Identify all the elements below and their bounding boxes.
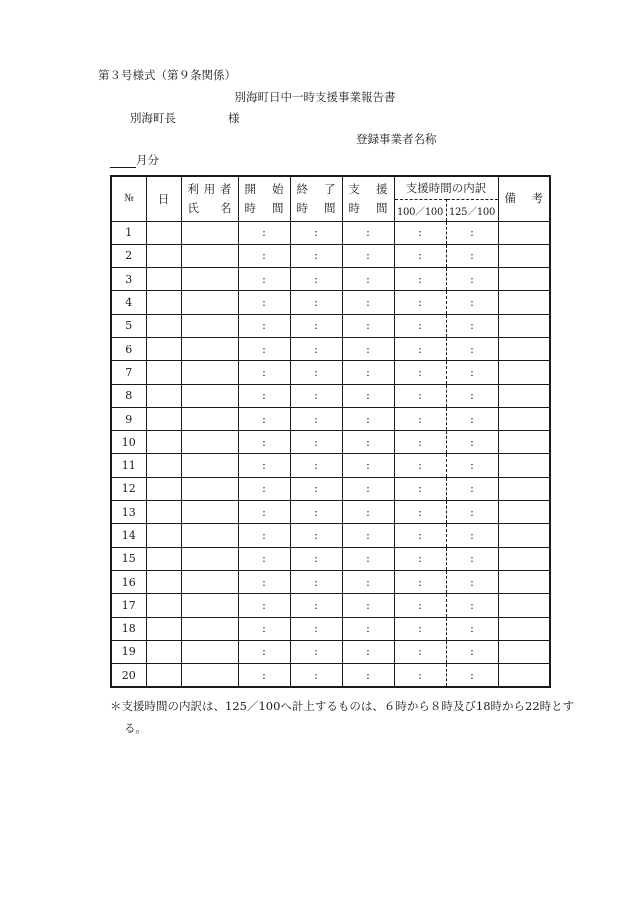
day-cell[interactable]	[146, 664, 181, 688]
user-name-cell[interactable]	[181, 361, 238, 384]
day-cell[interactable]	[146, 221, 181, 244]
rate-125-cell[interactable]: :	[446, 244, 498, 267]
row-number: 8	[111, 384, 146, 407]
end-time-cell[interactable]: :	[290, 314, 342, 337]
header-remarks: 備 考	[498, 176, 550, 221]
table-row	[111, 547, 550, 570]
rate-125-cell[interactable]: :	[446, 361, 498, 384]
header-start-time: 開 始 時 間	[238, 176, 290, 221]
user-name-cell[interactable]	[181, 268, 238, 291]
user-name-cell[interactable]	[181, 221, 238, 244]
start-time-cell[interactable]: :	[238, 594, 290, 617]
rate-125-cell[interactable]: :	[446, 570, 498, 593]
user-name-cell[interactable]	[181, 664, 238, 688]
day-cell[interactable]	[146, 570, 181, 593]
end-time-cell[interactable]: :	[290, 244, 342, 267]
rate-100-cell[interactable]: :	[394, 268, 446, 291]
support-time-cell[interactable]: :	[342, 314, 394, 337]
table-row	[111, 640, 550, 663]
row-number: 15	[111, 547, 146, 570]
rate-100-cell[interactable]: :	[394, 594, 446, 617]
table-row	[111, 291, 550, 314]
support-time-cell[interactable]: :	[342, 524, 394, 547]
start-time-cell[interactable]: :	[238, 337, 290, 360]
support-time-cell[interactable]: :	[342, 407, 394, 430]
start-time-cell[interactable]: :	[238, 361, 290, 384]
day-cell[interactable]	[146, 244, 181, 267]
support-time-cell[interactable]: :	[342, 291, 394, 314]
end-time-cell[interactable]: :	[290, 221, 342, 244]
addressee-name: 別海町長	[130, 111, 176, 125]
start-time-cell[interactable]: :	[238, 268, 290, 291]
table-row	[111, 501, 550, 524]
table-row	[111, 570, 550, 593]
remarks-cell[interactable]	[498, 384, 550, 407]
start-time-cell[interactable]: :	[238, 384, 290, 407]
rate-100-cell[interactable]: :	[394, 361, 446, 384]
end-time-cell[interactable]: :	[290, 477, 342, 500]
day-cell[interactable]	[146, 594, 181, 617]
row-number: 10	[111, 431, 146, 454]
table-row	[111, 314, 550, 337]
day-cell[interactable]	[146, 431, 181, 454]
row-number: 11	[111, 454, 146, 477]
row-number: 2	[111, 244, 146, 267]
rate-100-cell[interactable]: :	[394, 407, 446, 430]
end-time-cell[interactable]: :	[290, 524, 342, 547]
end-time-cell[interactable]: :	[290, 570, 342, 593]
user-name-cell[interactable]	[181, 384, 238, 407]
day-cell[interactable]	[146, 640, 181, 663]
table-row	[111, 594, 550, 617]
remarks-cell[interactable]	[498, 431, 550, 454]
header-rate-100: 100／100	[394, 199, 446, 221]
start-time-cell[interactable]: :	[238, 524, 290, 547]
remarks-cell[interactable]	[498, 594, 550, 617]
rate-125-cell[interactable]: :	[446, 594, 498, 617]
start-time-cell[interactable]: :	[238, 244, 290, 267]
day-cell[interactable]	[146, 501, 181, 524]
remarks-cell[interactable]	[498, 501, 550, 524]
user-name-cell[interactable]	[181, 314, 238, 337]
user-name-cell[interactable]	[181, 454, 238, 477]
rate-100-cell[interactable]: :	[394, 617, 446, 640]
start-time-cell[interactable]: :	[238, 640, 290, 663]
remarks-cell[interactable]	[498, 337, 550, 360]
header-rate-125: 125／100	[446, 199, 498, 221]
user-name-cell[interactable]	[181, 431, 238, 454]
table-row	[111, 664, 550, 688]
rate-125-cell[interactable]: :	[446, 337, 498, 360]
start-time-cell[interactable]: :	[238, 454, 290, 477]
rate-100-cell[interactable]: :	[394, 337, 446, 360]
remarks-cell[interactable]	[498, 570, 550, 593]
table-row	[111, 361, 550, 384]
rate-100-cell[interactable]: :	[394, 454, 446, 477]
user-name-cell[interactable]	[181, 477, 238, 500]
addressee	[130, 110, 240, 126]
user-name-cell[interactable]	[181, 291, 238, 314]
day-cell[interactable]	[146, 547, 181, 570]
rate-125-cell[interactable]: :	[446, 268, 498, 291]
start-time-cell[interactable]: :	[238, 547, 290, 570]
rate-100-cell[interactable]: :	[394, 547, 446, 570]
row-number: 19	[111, 640, 146, 663]
remarks-cell[interactable]	[498, 664, 550, 688]
rate-100-cell[interactable]: :	[394, 221, 446, 244]
day-cell[interactable]	[146, 477, 181, 500]
remarks-cell[interactable]	[498, 454, 550, 477]
footnote-line1: 支援時間の内訳は、125／100へ計上するものは、６時から８時及び18時から22時とす	[121, 699, 575, 713]
row-number: 3	[111, 268, 146, 291]
end-time-cell[interactable]: :	[290, 268, 342, 291]
rate-125-cell[interactable]: :	[446, 291, 498, 314]
day-cell[interactable]	[146, 291, 181, 314]
rate-125-cell[interactable]: :	[446, 407, 498, 430]
end-time-cell[interactable]: :	[290, 291, 342, 314]
support-time-cell[interactable]: :	[342, 617, 394, 640]
user-name-cell[interactable]	[181, 594, 238, 617]
rate-125-cell[interactable]: :	[446, 314, 498, 337]
rate-125-cell[interactable]: :	[446, 617, 498, 640]
header-user-name: 利 用 者 氏 名	[181, 176, 238, 221]
rate-100-cell[interactable]: :	[394, 640, 446, 663]
end-time-cell[interactable]: :	[290, 361, 342, 384]
rate-125-cell[interactable]: :	[446, 547, 498, 570]
rate-125-cell[interactable]: :	[446, 501, 498, 524]
remarks-cell[interactable]	[498, 291, 550, 314]
month-blank[interactable]	[110, 155, 136, 168]
month-line	[110, 152, 159, 168]
start-time-cell[interactable]: :	[238, 291, 290, 314]
support-time-cell[interactable]: :	[342, 337, 394, 360]
day-cell[interactable]	[146, 407, 181, 430]
end-time-cell[interactable]: :	[290, 384, 342, 407]
rate-100-cell[interactable]: :	[394, 664, 446, 688]
end-time-cell[interactable]: :	[290, 617, 342, 640]
row-number: 13	[111, 501, 146, 524]
row-number: 7	[111, 361, 146, 384]
start-time-cell[interactable]: :	[238, 314, 290, 337]
end-time-cell[interactable]: :	[290, 594, 342, 617]
remarks-cell[interactable]	[498, 407, 550, 430]
rate-100-cell[interactable]: :	[394, 477, 446, 500]
support-time-cell[interactable]: :	[342, 570, 394, 593]
table-row	[111, 477, 550, 500]
day-cell[interactable]	[146, 454, 181, 477]
support-time-cell[interactable]: :	[342, 384, 394, 407]
end-time-cell[interactable]: :	[290, 640, 342, 663]
row-number: 17	[111, 594, 146, 617]
remarks-cell[interactable]	[498, 314, 550, 337]
row-number: 12	[111, 477, 146, 500]
day-cell[interactable]	[146, 361, 181, 384]
rate-100-cell[interactable]: :	[394, 384, 446, 407]
start-time-cell[interactable]: :	[238, 431, 290, 454]
header-support-time: 支 援 時 間	[342, 176, 394, 221]
user-name-cell[interactable]	[181, 617, 238, 640]
footnote	[110, 695, 580, 739]
user-name-cell[interactable]	[181, 501, 238, 524]
table-row	[111, 221, 550, 244]
rate-125-cell[interactable]: :	[446, 454, 498, 477]
page-title: 別海町日中一時支援事業報告書	[234, 90, 396, 104]
support-time-cell[interactable]: :	[342, 477, 394, 500]
table-row	[111, 337, 550, 360]
user-name-cell[interactable]	[181, 244, 238, 267]
rate-100-cell[interactable]: :	[394, 501, 446, 524]
header-no: №	[111, 176, 146, 221]
rate-125-cell[interactable]: :	[446, 221, 498, 244]
start-time-cell[interactable]: :	[238, 501, 290, 524]
table-row	[111, 268, 550, 291]
table-row	[111, 524, 550, 547]
support-time-cell[interactable]: :	[342, 664, 394, 688]
support-time-cell[interactable]: :	[342, 547, 394, 570]
support-time-cell[interactable]: :	[342, 501, 394, 524]
support-time-cell[interactable]: :	[342, 431, 394, 454]
start-time-cell[interactable]: :	[238, 477, 290, 500]
remarks-cell[interactable]	[498, 244, 550, 267]
rate-125-cell[interactable]: :	[446, 384, 498, 407]
end-time-cell[interactable]: :	[290, 337, 342, 360]
remarks-cell[interactable]	[498, 477, 550, 500]
remarks-cell[interactable]	[498, 617, 550, 640]
remarks-cell[interactable]	[498, 268, 550, 291]
end-time-cell[interactable]: :	[290, 431, 342, 454]
end-time-cell[interactable]: :	[290, 547, 342, 570]
remarks-cell[interactable]	[498, 640, 550, 663]
support-time-cell[interactable]: :	[342, 221, 394, 244]
support-time-cell[interactable]: :	[342, 361, 394, 384]
rate-100-cell[interactable]: :	[394, 570, 446, 593]
support-time-cell[interactable]: :	[342, 454, 394, 477]
rate-100-cell[interactable]: :	[394, 291, 446, 314]
end-time-cell[interactable]: :	[290, 664, 342, 688]
row-number: 9	[111, 407, 146, 430]
table-row	[111, 384, 550, 407]
header-end-time: 終 了 時 間	[290, 176, 342, 221]
rate-125-cell[interactable]: :	[446, 664, 498, 688]
end-time-cell[interactable]: :	[290, 454, 342, 477]
table-row	[111, 244, 550, 267]
day-cell[interactable]	[146, 337, 181, 360]
user-name-cell[interactable]	[181, 547, 238, 570]
day-cell[interactable]	[146, 524, 181, 547]
start-time-cell[interactable]: :	[238, 407, 290, 430]
row-number: 5	[111, 314, 146, 337]
operator-name-label: 登録事業者名称	[356, 132, 437, 146]
support-time-cell[interactable]: :	[342, 594, 394, 617]
end-time-cell[interactable]: :	[290, 407, 342, 430]
table-row	[111, 454, 550, 477]
user-name-cell[interactable]	[181, 524, 238, 547]
addressee-honorific: 様	[228, 111, 240, 125]
table-row	[111, 431, 550, 454]
header-breakdown: 支援時間の内訳	[394, 176, 498, 199]
row-number: 6	[111, 337, 146, 360]
footnote-mark: ＊	[110, 699, 122, 713]
row-number: 1	[111, 221, 146, 244]
remarks-cell[interactable]	[498, 547, 550, 570]
user-name-cell[interactable]	[181, 407, 238, 430]
user-name-cell[interactable]	[181, 640, 238, 663]
rate-125-cell[interactable]: :	[446, 431, 498, 454]
row-number: 4	[111, 291, 146, 314]
user-name-cell[interactable]	[181, 337, 238, 360]
report-rows	[111, 221, 550, 687]
remarks-cell[interactable]	[498, 361, 550, 384]
header-day: 日	[146, 176, 181, 221]
rate-100-cell[interactable]: :	[394, 524, 446, 547]
rate-125-cell[interactable]: :	[446, 477, 498, 500]
table-row	[111, 617, 550, 640]
end-time-cell[interactable]: :	[290, 501, 342, 524]
support-time-cell[interactable]: :	[342, 640, 394, 663]
support-time-cell[interactable]: :	[342, 268, 394, 291]
report-table	[110, 175, 551, 688]
day-cell[interactable]	[146, 314, 181, 337]
rate-125-cell[interactable]: :	[446, 640, 498, 663]
form-number: 第３号様式（第９条関係）	[98, 68, 236, 82]
remarks-cell[interactable]	[498, 221, 550, 244]
start-time-cell[interactable]: :	[238, 221, 290, 244]
row-number: 20	[111, 664, 146, 688]
support-time-cell[interactable]: :	[342, 244, 394, 267]
start-time-cell[interactable]: :	[238, 664, 290, 688]
start-time-cell[interactable]: :	[238, 617, 290, 640]
row-number: 18	[111, 617, 146, 640]
footnote-line2: る。	[124, 721, 147, 735]
month-label: 月分	[136, 153, 159, 167]
remarks-cell[interactable]	[498, 524, 550, 547]
table-row	[111, 407, 550, 430]
user-name-cell[interactable]	[181, 570, 238, 593]
day-cell[interactable]	[146, 617, 181, 640]
rate-100-cell[interactable]: :	[394, 244, 446, 267]
day-cell[interactable]	[146, 384, 181, 407]
rate-100-cell[interactable]: :	[394, 431, 446, 454]
rate-125-cell[interactable]: :	[446, 524, 498, 547]
start-time-cell[interactable]: :	[238, 570, 290, 593]
rate-100-cell[interactable]: :	[394, 314, 446, 337]
day-cell[interactable]	[146, 268, 181, 291]
row-number: 16	[111, 570, 146, 593]
row-number: 14	[111, 524, 146, 547]
